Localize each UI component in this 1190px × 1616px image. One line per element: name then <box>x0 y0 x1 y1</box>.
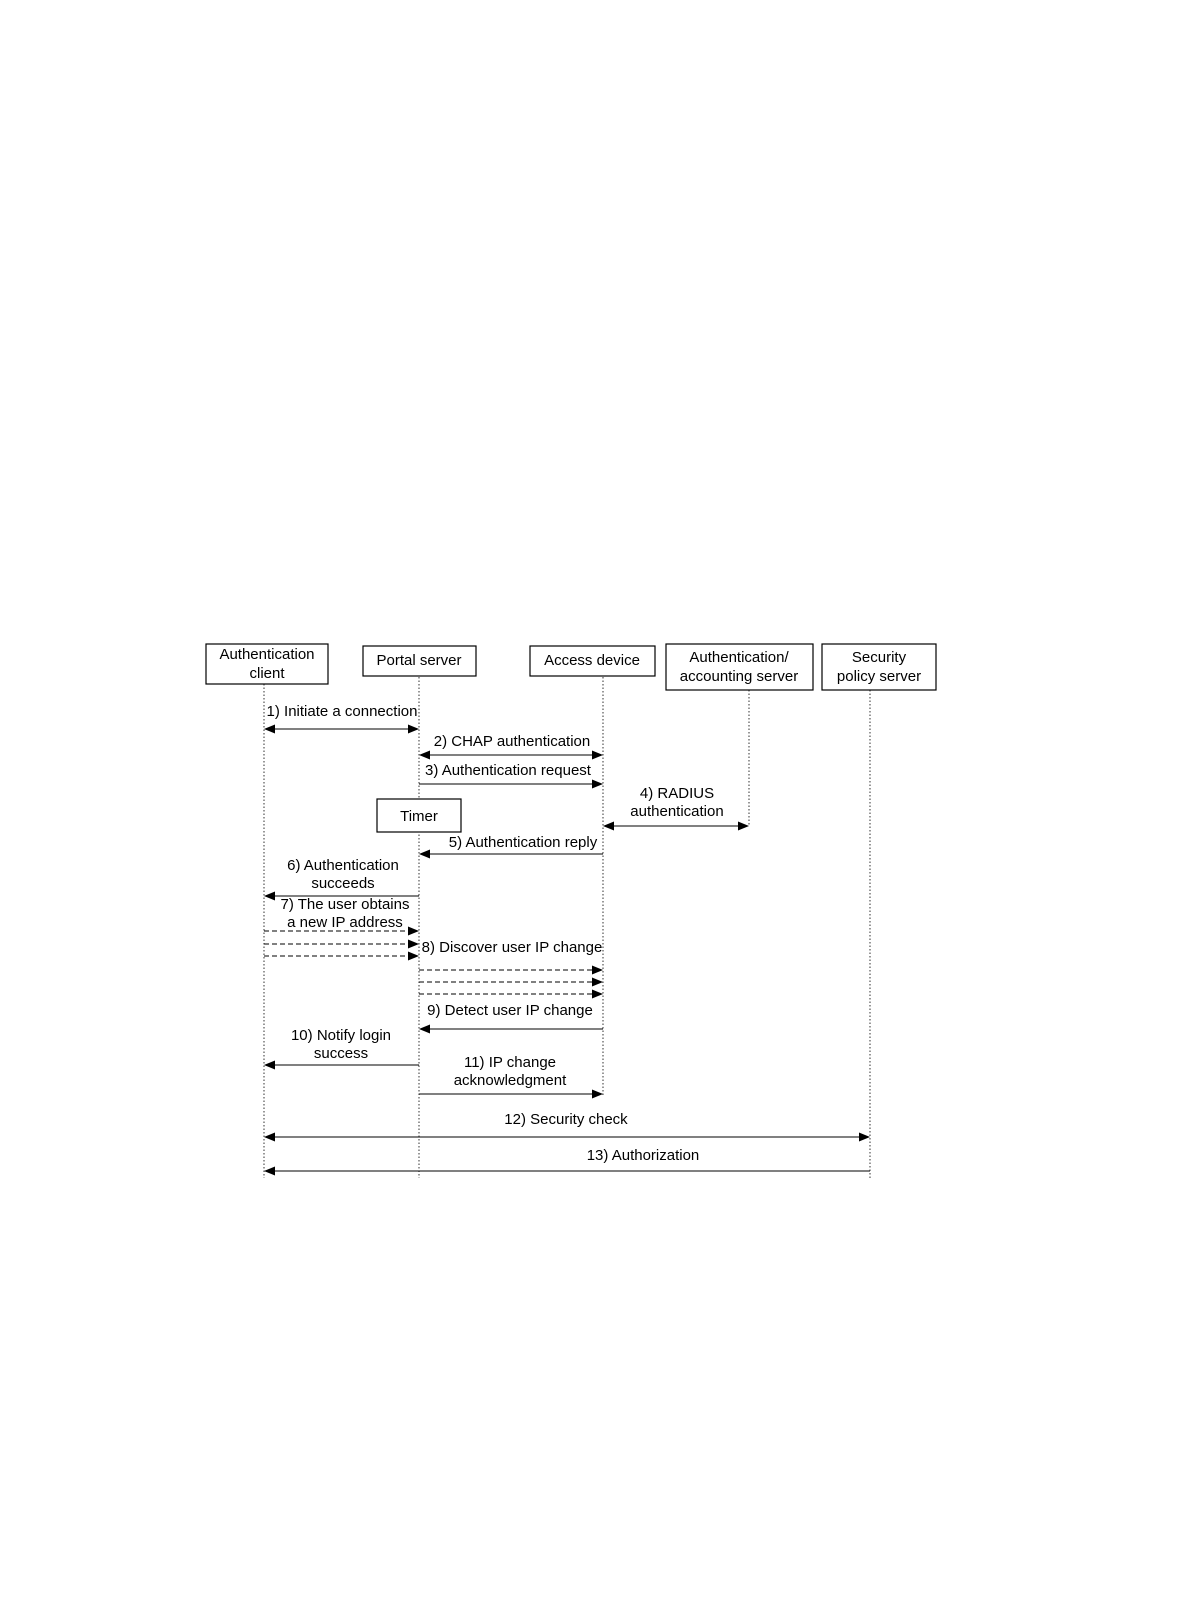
message-8-arrowhead <box>592 966 603 975</box>
participant-access-device <box>530 646 655 676</box>
svg-text:13) Authorization: 13) Authorization <box>586 1147 700 1164</box>
message-10-arrowhead <box>264 1061 275 1070</box>
timer-box <box>377 799 461 832</box>
participant-label: Access device <box>544 652 640 669</box>
message-7-arrowhead <box>408 927 419 936</box>
participant-portal-server <box>363 646 476 676</box>
participant-label: Portal server <box>376 652 462 669</box>
participant-label: policy server <box>836 668 922 685</box>
svg-text:7) The user obtains: 7) The user obtains <box>280 896 410 913</box>
svg-text:5) Authentication reply: 5) Authentication reply <box>448 834 598 851</box>
svg-text:10) Notify login: 10) Notify login <box>290 1027 392 1044</box>
message-label-5 <box>449 834 598 851</box>
message-3-arrowhead <box>592 780 603 789</box>
svg-text:acknowledgment: acknowledgment <box>453 1072 567 1089</box>
message-label-1 <box>267 703 418 720</box>
participant-label: Authentication <box>219 646 315 663</box>
message-label-3 <box>425 762 592 779</box>
message-9-arrowhead <box>419 1025 430 1034</box>
svg-text:9) Detect user IP change: 9) Detect user IP change <box>427 1002 593 1019</box>
svg-text:8) Discover user IP change: 8) Discover user IP change <box>421 939 603 956</box>
message-label-7 <box>281 896 410 931</box>
participant-label: Security <box>851 649 907 666</box>
svg-text:6) Authentication: 6) Authentication <box>287 857 399 874</box>
message-label-11 <box>454 1054 567 1089</box>
message-label-4 <box>630 785 723 820</box>
svg-text:4) RADIUS: 4) RADIUS <box>639 785 715 802</box>
message-7-arrowhead <box>408 952 419 961</box>
message-12-arrowhead-start <box>264 1133 275 1142</box>
svg-text:11) IP change: 11) IP change <box>463 1054 557 1071</box>
svg-text:12) Security check: 12) Security check <box>504 1111 628 1128</box>
svg-text:success: success <box>313 1045 369 1062</box>
message-11-arrowhead <box>592 1090 603 1099</box>
message-13-arrowhead <box>264 1167 275 1176</box>
timer-label: Timer <box>400 808 438 825</box>
message-6-arrowhead <box>264 892 275 901</box>
participant-security-policy-server <box>822 644 936 690</box>
message-4-arrowhead-start <box>603 822 614 831</box>
message-1-arrowhead-start <box>264 725 275 734</box>
svg-text:3) Authentication request: 3) Authentication request <box>425 762 591 779</box>
message-8-arrowhead <box>592 978 603 987</box>
participant-authentication-accounting-server <box>666 644 813 690</box>
message-label-8 <box>422 939 603 956</box>
message-1-arrowhead <box>408 725 419 734</box>
message-label-13 <box>587 1147 700 1164</box>
svg-text:succeeds: succeeds <box>311 875 375 892</box>
svg-text:a new IP address: a new IP address <box>287 914 403 931</box>
message-12-arrowhead <box>859 1133 870 1142</box>
message-7-arrowhead <box>408 940 419 949</box>
message-2-arrowhead <box>592 751 603 760</box>
message-label-10 <box>291 1027 391 1062</box>
message-5-arrowhead <box>419 850 430 859</box>
message-8-arrowhead <box>592 990 603 999</box>
participant-authentication-client <box>206 644 328 684</box>
message-label-9 <box>427 1002 593 1019</box>
message-4-arrowhead <box>738 822 749 831</box>
message-2-arrowhead-start <box>419 751 430 760</box>
svg-text:1) Initiate a connection: 1) Initiate a connection <box>266 703 418 720</box>
participant-label: client <box>249 665 285 682</box>
message-label-12 <box>504 1111 628 1128</box>
participant-label: accounting server <box>679 668 799 685</box>
message-label-2 <box>434 733 590 750</box>
participant-label: Authentication/ <box>689 649 789 666</box>
svg-text:2) CHAP authentication: 2) CHAP authentication <box>433 733 591 750</box>
message-label-6 <box>287 857 399 892</box>
svg-text:authentication: authentication <box>630 803 724 820</box>
